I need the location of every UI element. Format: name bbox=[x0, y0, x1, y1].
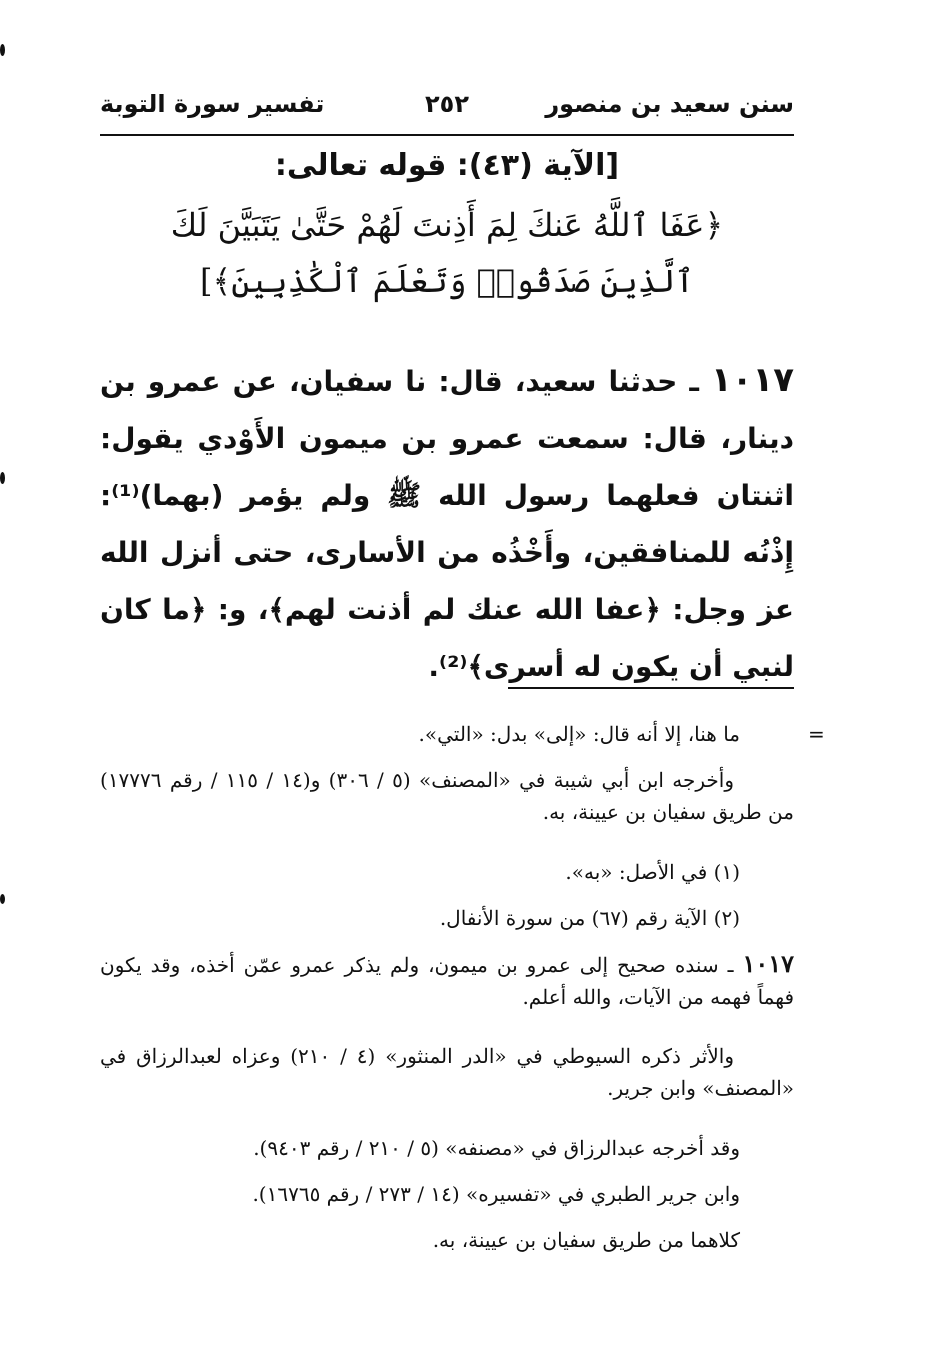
commentary-tabari: وابن جرير الطبري في «تفسيره» (١٤ / ٢٧٣ / رقم ١٦٧٦٥). bbox=[252, 1182, 740, 1206]
hadith-text bbox=[100, 352, 794, 695]
commentary-suyuti: والأثر ذكره السيوطي في «الدر المنثور» (٤ / ٢١٠) وعزاه لعبدالرزاق في «المصنف» وابن جرير. bbox=[100, 1044, 794, 1100]
scan-mark bbox=[0, 472, 5, 484]
book-title: سنن سعيد بن منصور bbox=[545, 90, 794, 118]
footnote-divider bbox=[508, 687, 794, 689]
header-divider bbox=[100, 134, 794, 136]
scan-mark bbox=[0, 44, 5, 56]
continuation-marker: = bbox=[808, 722, 825, 746]
running-header bbox=[100, 86, 794, 126]
hadith-number: ١٠١٧ bbox=[711, 360, 795, 400]
footnote-1: (١) في الأصل: «به». bbox=[565, 860, 740, 884]
commentary-text: ـ سنده صحيح إلى عمرو بن ميمون، ولم يذكر عمرو عمّن أخذه، وقد يكون فهماً فهمه من الآيات، والله أعلم. bbox=[100, 953, 794, 1009]
footnote-continued-line: ما هنا، إلا أنه قال: «إلى» بدل: «التي». bbox=[418, 722, 740, 746]
footnote-ibn-abi-shaybah: وأخرجه ابن أبي شيبة في «المصنف» (٥ / ٣٠٦) و(١٤ / ١١٥ / رقم ١٧٧٧٦) من طريق سفيان بن عيينة، به. bbox=[100, 768, 794, 824]
commentary-number: ١٠١٧ bbox=[742, 949, 795, 978]
quran-verse-line-2: ٱلَّذِينَ صَدَقُوا۟ وَتَعْلَمَ ٱلْكَٰذِبِينَ﴾] bbox=[200, 262, 694, 300]
commentary-both-via: كلاهما من طريق سفيان بن عيينة، به. bbox=[432, 1228, 740, 1252]
commentary-abdurrazzaq: وقد أخرجه عبدالرزاق في «مصنفه» (٥ / ٢١٠ / رقم ٩٤٠٣). bbox=[253, 1136, 740, 1160]
verse-heading: [الآية (٤٣): قوله تعالى: bbox=[274, 148, 620, 183]
commentary-1017 bbox=[100, 948, 794, 1013]
quran-verse-line-1: ﴿عَفَا ٱللَّهُ عَنكَ لِمَ أَذِنتَ لَهُمْ حَتَّىٰ يَتَبَيَّنَ لَكَ bbox=[170, 206, 724, 244]
page-number: ٢٥٢ bbox=[425, 90, 469, 118]
section-title: تفسير سورة التوبة bbox=[100, 90, 325, 118]
scan-mark bbox=[0, 894, 5, 904]
footnote-2: (٢) الآية رقم (٦٧) من سورة الأنفال. bbox=[439, 906, 740, 930]
hadith-body: ـ حدثنا سعيد، قال: نا سفيان، عن عمرو بن دينار، قال: سمعت عمرو بن ميمون الأَوْدي يقول: اثنتان فعلهما رسول الله ﷺ ولم يؤمر (بهما)⁽¹⁾: إِذْنُه للمنافقين، وأَخْذُه من الأسارى، حتى أنزل الله عز وجل: ﴿عفا الله عنك لم أذنت لهم﴾، و: ﴿ما كان لنبي أن يكون له أسرى﴾⁽²⁾. bbox=[100, 365, 794, 683]
